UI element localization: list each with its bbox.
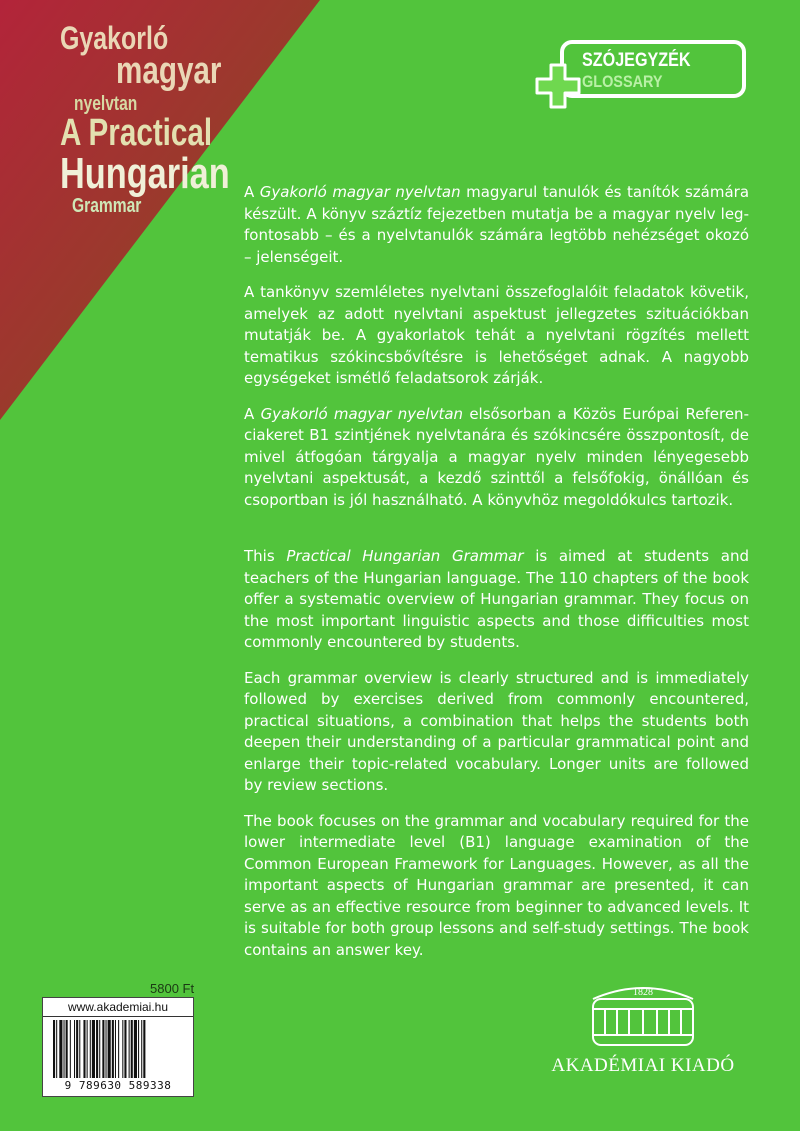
title-line-3: nyelvtan [74,93,138,115]
hu-paragraph-3: A Gyakorló magyar nyelvtan elsősorban a Közös Európai Referenciakeret B1 szintjének nyelvtanára és szókincsére összpontosít, de mivel átfogóan tárgyalja a magyar nyelv minden lényegesebb nyelvtani aspektusát, a kezdő szinttől a felsőfokig, önállóan és csoportban is jól használható. A könyvhöz megoldókulcs tartozik. [244,404,749,509]
title-line-4: A Practical [60,112,213,154]
en-paragraph-2: Each grammar overview is clearly structured and is immediately followed by exercises derived from commonly encountered, practical situations, a combination that helps the students both deepen their understanding of a particular grammatical point and enlarge their topic-related vocabulary. Longer units are followed by review sections. [244,668,749,794]
isbn-number: 9 789630 589338 [64,1079,172,1092]
publisher-url: www.akademiai.hu [67,1000,169,1014]
en-paragraph-1: This Practical Hungarian Grammar is aimed at students and teachers of the Hungarian language. The 110 chapters of the book offer a systematic overview of Hungarian grammar. They focus on the most important linguistic aspects and those difficulties most commonly encountered by students. [244,547,749,651]
badge-line-2: GLOSSARY [582,72,663,91]
title-line-5: Hungarian [60,149,230,198]
glossary-badge [560,40,746,98]
publisher-name: AKADÉMIAI KIADÓ [551,1055,735,1076]
barcode [42,997,194,1097]
en-paragraph-3: The book focuses on the grammar and vocabulary required for the lower intermediate level (B1) language examination of the Common European Framework for Languages. However, as all the important aspects of Hungarian grammar are presented, it can serve as an effective resource from beginner to advanced levels. It is suitable for both group lessons and self-study settings. The book contains an answer key. [244,811,749,959]
title-line-6: Grammar [72,195,142,217]
price-label: 5800 Ft [150,981,195,996]
hu-paragraph-1: A Gyakorló magyar nyelvtan magyarul tanulók és tanítók számára készült. A könyv száztíz fejezetben mutatja be a magyar nyelv legfontosabb – és a nyelvtanulók számára legtöbb nehézséget okozó – jelenségeit. [244,183,750,266]
title-line-2: magyar [116,50,222,92]
badge-line-1: SZÓJEGYZÉK [582,50,691,71]
hu-paragraph-2: A tankönyv szemléletes nyelvtani összefoglalóit feladatok követik, amelyek az adott nyelvtani aspektust jellegzetes szituációkban mutatják be. A gyakorlatok tehát a nyelvtani rögzítés mellett tematikus szókincsbővítésre is lehetőséget adnak. A nagyobb egységeket ismétlő feladatsorok zárják. [244,283,749,387]
barcode-divider [43,1016,193,1017]
barcode-bars [53,1020,183,1078]
title-line-1: Gyakorló [60,20,169,56]
english-description [244,546,749,975]
hungarian-description [244,182,749,525]
founding-year: 1828 [633,987,653,998]
plus-icon [534,62,582,110]
